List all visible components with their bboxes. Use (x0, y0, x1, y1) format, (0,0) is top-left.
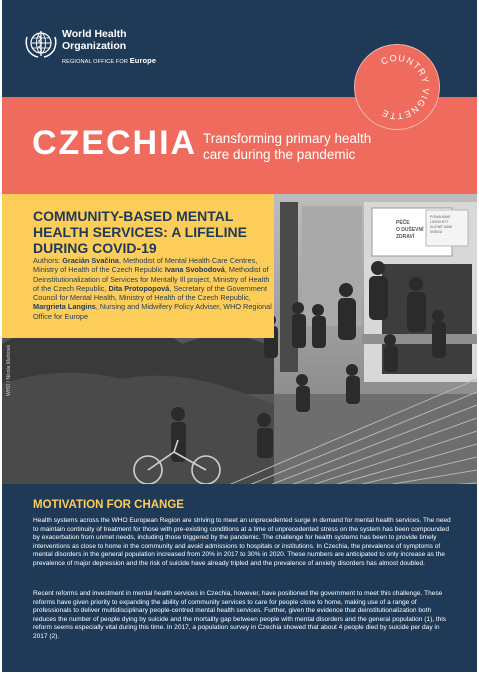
photo-sign-line3: ZDRAVÍ (396, 234, 415, 240)
photo-sign-line1: PÉČE (396, 220, 410, 226)
photo-plaque-line4: SEBOU (430, 230, 443, 234)
author-name-3: Dita Protopopová (108, 283, 170, 293)
author-name-1: Gracián Svačina (62, 256, 119, 265)
photo-plaque-line1: POMÁHÁME (430, 215, 451, 219)
author-name-4: Margrieta Langins (33, 302, 96, 312)
section-paragraph-2: Recent reforms and investment in mental health services in Czechia, however, have positioned the government to meet this challenge. These reforms have given priority to expanding the ability of community services to care for people close to home, making use of a range of professionals to deliver multidisciplinary people-centred mental health services. Further, given the evidence that deinstitutionalization both reduces the number of people dying by suicide and the mortality gap between people with mental disorders and the general population (1), this reform seems especially vital during this time. In 2017, a population survey in Czechia showed that about 4 people died by suicide per day in 2017 (2). (33, 590, 447, 640)
author-role-3: , Secretary of the Government Council for Mental Health, Ministry of Health of the Czech Republic, (33, 283, 268, 303)
org-name-line1: World Health (62, 28, 127, 40)
regional-office-region: Europe (129, 56, 157, 65)
who-emblem-icon (24, 28, 58, 58)
regional-office-prefix: REGIONAL OFFICE FOR (62, 59, 129, 65)
author-role-4: , Nursing and Midwifery Policy Adviser, WHO Regional Office for Europe (33, 302, 272, 321)
who-logo (24, 28, 156, 65)
section-paragraph-1: Health systems across the WHO European Region are striving to meet an unprecedented surge in demand for mental health services. The need to maintain continuity of treatment for those with pre-existing conditions at a time of unprecedented stress on the system has been compounded by exacerbation from unmet needs, including those triggered by the pandemic. The challenge for health systems has been to provide timely interventions as close to home in the community and avoid admissions to hospitals or institutions. In Czechia, the prevalence of symptoms of mental disorders in the general population increased from 20% in 2017 to 30% in 2020. These numbers are anticipated to only increase as the prevalence of major depression and the risk of suicide have already tripled and the prevalence of anxiety disorders has almost doubled. (33, 517, 451, 567)
photo-plaque-line3: KLIDNĚ SÁMI (430, 225, 453, 229)
photo-credit: WHO / Nikola Marková (6, 345, 12, 396)
regional-office-label (62, 56, 156, 65)
photo-plaque-line2: LIDEM BÝT (430, 220, 449, 224)
badge-text: COUNTRY VIGNETTE (379, 52, 432, 122)
author-role-2: , Methodist of Deinstitutionalization of Services for Mentally Ill project, Ministry of Health of the Czech Republic, (33, 265, 270, 293)
report-subtitle: Transforming primary health care during the pandemic (203, 131, 372, 162)
article-heading: COMMUNITY-BASED MENTAL HEALTH SERVICES: A LIFELINE DURING COVID-19 (33, 208, 247, 256)
document-page (2, 0, 477, 672)
section-heading: MOTIVATION FOR CHANGE (33, 499, 184, 511)
country-title: CZECHIA (32, 124, 198, 162)
author-role-1: , Methodist of Mental Health Care Centres, Ministry of Health of the Czech Republic (33, 256, 258, 275)
author-name-2: Ivana Svobodová (164, 265, 225, 275)
authors-label: Authors: (33, 256, 63, 265)
authors-list (33, 256, 273, 321)
photo-sign-line2: O DUŠEVNÍ (396, 227, 424, 233)
country-vignette-badge (354, 44, 440, 130)
org-name-line2: Organization (62, 40, 127, 52)
